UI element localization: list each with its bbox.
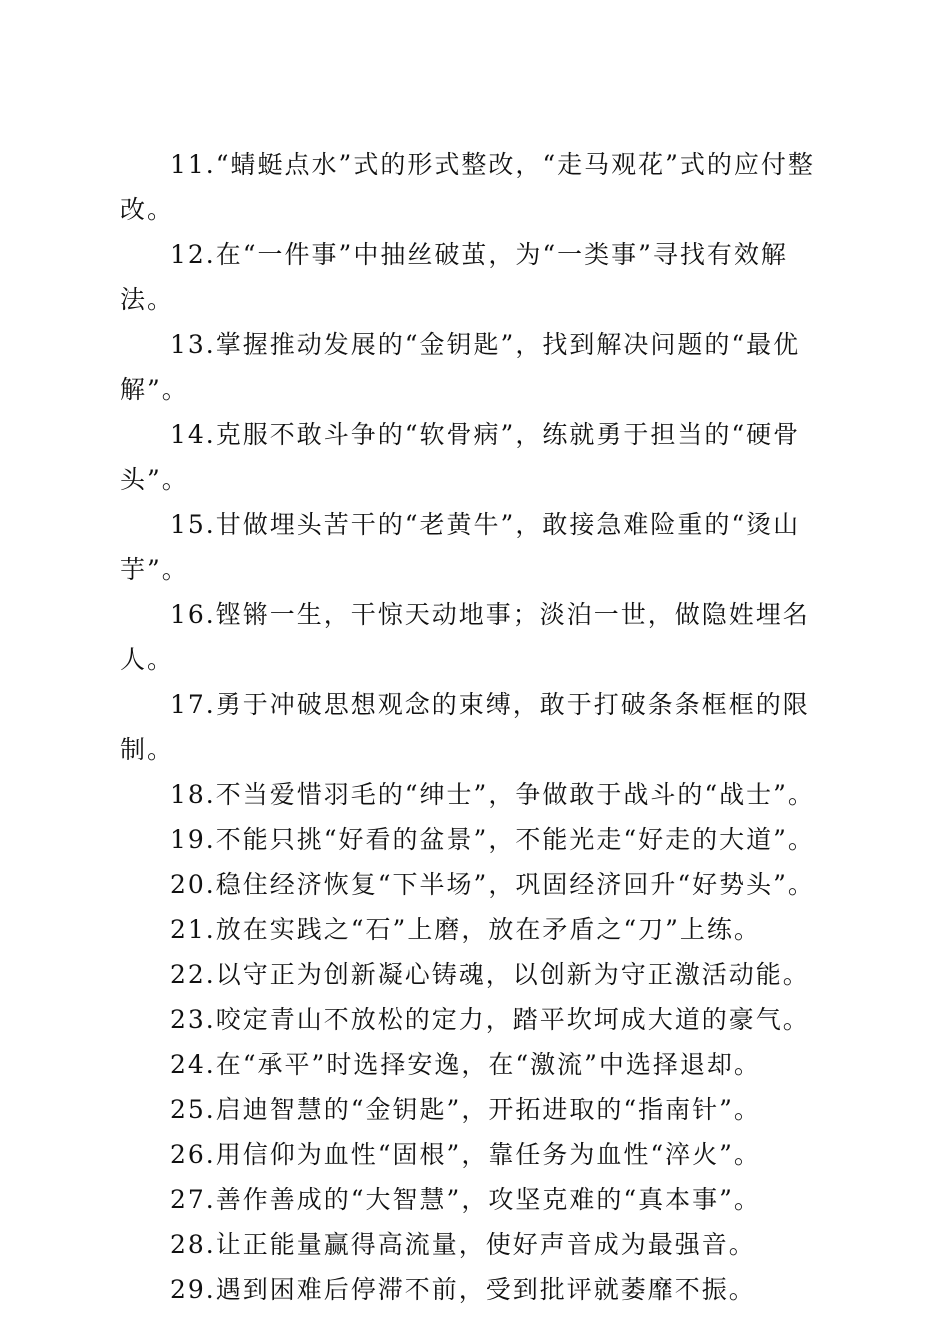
list-item: 18.不当爱惜羽毛的“绅士”，争做敢于战斗的“战士”。 xyxy=(170,780,815,809)
list-item: 13.掌握推动发展的“金钥匙”，找到解决问题的“最优解”。 xyxy=(120,330,801,404)
document-body xyxy=(120,142,832,1312)
list-item: 20.稳住经济恢复“下半场”，巩固经济回升“好势头”。 xyxy=(170,870,815,899)
list-item: 14.克服不敢斗争的“软骨病”，练就勇于担当的“硬骨头”。 xyxy=(120,420,801,494)
list-item: 21.放在实践之“石”上磨，放在矛盾之“刀”上练。 xyxy=(170,915,761,944)
list-item: 23.咬定青山不放松的定力，踏平坎坷成大道的豪气。 xyxy=(170,1005,810,1034)
list-item: 12.在“一件事”中抽丝破茧，为“一类事”寻找有效解法。 xyxy=(120,240,788,314)
list-item: 28.让正能量赢得高流量，使好声音成为最强音。 xyxy=(170,1230,756,1259)
list-item: 16.铿锵一生，干惊天动地事；淡泊一世，做隐姓埋名人。 xyxy=(120,600,810,674)
list-item: 19.不能只挑“好看的盆景”，不能光走“好走的大道”。 xyxy=(170,825,815,854)
list-item: 29.遇到困难后停滞不前，受到批评就萎靡不振。 xyxy=(170,1275,756,1304)
list-item: 17.勇于冲破思想观念的束缚，敢于打破条条框框的限制。 xyxy=(120,690,810,764)
list-item: 24.在“承平”时选择安逸，在“激流”中选择退却。 xyxy=(170,1050,761,1079)
list-item: 22.以守正为创新凝心铸魂，以创新为守正激活动能。 xyxy=(170,960,810,989)
list-item: 26.用信仰为血性“固根”，靠任务为血性“淬火”。 xyxy=(170,1140,761,1169)
list-item: 25.启迪智慧的“金钥匙”，开拓进取的“指南针”。 xyxy=(170,1095,761,1124)
list-item: 15.甘做埋头苦干的“老黄牛”，敢接急难险重的“烫山芋”。 xyxy=(120,510,801,584)
list-item: 27.善作善成的“大智慧”，攻坚克难的“真本事”。 xyxy=(170,1185,761,1214)
list-item: 11.“蜻蜓点水”式的形式整改，“走马观花”式的应付整改。 xyxy=(120,150,815,224)
